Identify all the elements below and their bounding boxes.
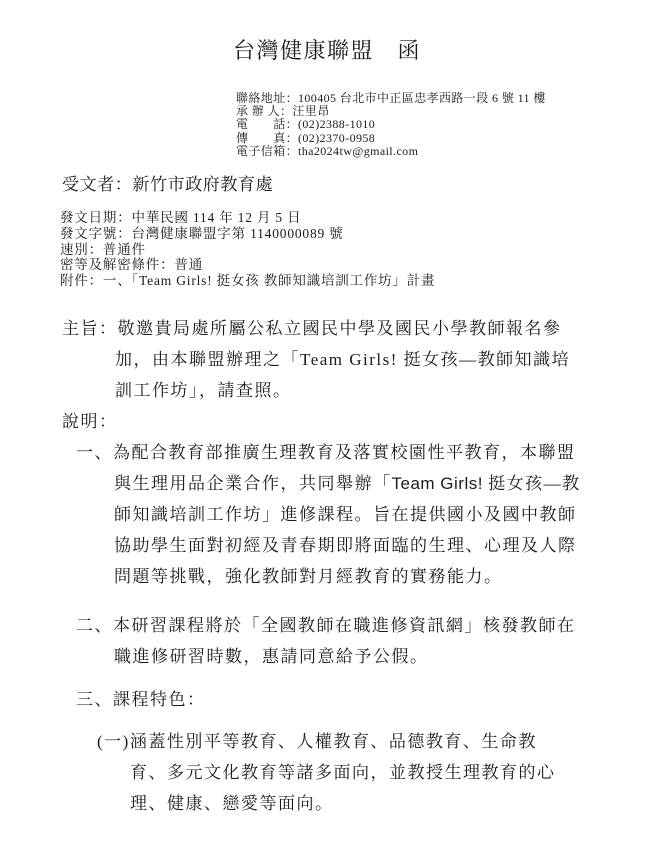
body-block-item-2 (0, 610, 654, 672)
body-line: 與生理用品企業合作，共同舉辦「Team Girls! 挺女孩—教 (114, 474, 581, 493)
body-line: 師知識培訓工作坊」進修課程。旨在提供國小及國中教師 (114, 505, 577, 524)
body-line: 二、本研習課程將於「全國教師在職進修資訊網」核發教師在 (76, 616, 576, 635)
body-line: 主旨：敬邀貴局處所屬公私立國民中學及國民小學教師報名參 (62, 319, 562, 338)
contact-block (236, 92, 654, 158)
meta-line: 速別：普通件 (60, 241, 146, 257)
contact-line: 傳 真：(02)2370-0958 (236, 130, 376, 145)
body-block-item-3 (0, 684, 654, 715)
document-title: 台灣健康聯盟 函 (232, 38, 421, 63)
body-line: 職進修研習時數，惠請同意給予公假。 (114, 647, 429, 666)
body-line: 協助學生面對初經及青春期即將面臨的生理、心理及人際 (114, 536, 577, 555)
body-line: 三、課程特色： (76, 690, 206, 709)
letter-body (0, 313, 654, 819)
meta-block (60, 210, 654, 289)
body-block-subject (0, 313, 654, 406)
body-block-item-3-sub-1 (0, 726, 654, 819)
contact-line: 聯絡地址：100405 台北市中正區忠孝西路一段 6 號 11 樓 (236, 91, 546, 105)
body-block-item-1 (0, 437, 654, 592)
body-line: 育、多元文化教育等諸多面向，並教授生理教育的心 (130, 763, 556, 782)
body-line: 訓工作坊」，請查照。 (115, 381, 292, 400)
body-line: (一)涵蓋性別平等教育、人權教育、品德教育、生命教 (97, 732, 537, 751)
meta-line: 發文日期：中華民國 114 年 12 月 5 日 (60, 210, 302, 226)
recipient-line: 受文者：新竹市政府教育處 (62, 175, 274, 195)
contact-line: 承 辦 人：汪里昂 (236, 104, 330, 119)
meta-line: 發文字號：台灣健康聯盟字第 1140000089 號 (60, 225, 344, 241)
body-line: 說明： (62, 412, 118, 431)
meta-line: 附件：一、「Team Girls! 挺女孩 教師知識培訓工作坊」計畫 (60, 273, 436, 289)
meta-line: 密等及解密條件：普通 (60, 257, 203, 273)
body-line: 加，由本聯盟辦理之「Team Girls! 挺女孩—教師知識培 (115, 350, 571, 369)
body-line: 一、為配合教育部推廣生理教育及落實校園性平教育，本聯盟 (76, 443, 576, 462)
body-line: 理、健康、戀愛等面向。 (130, 794, 334, 813)
body-line: 問題等挑戰，強化教師對月經教育的實務能力。 (114, 567, 503, 586)
contact-line: 電 話：(02)2388-1010 (236, 117, 376, 132)
contact-line: 電子信箱：tha2024tw@gmail.com (236, 143, 419, 158)
body-block-explanation-heading (0, 406, 654, 437)
